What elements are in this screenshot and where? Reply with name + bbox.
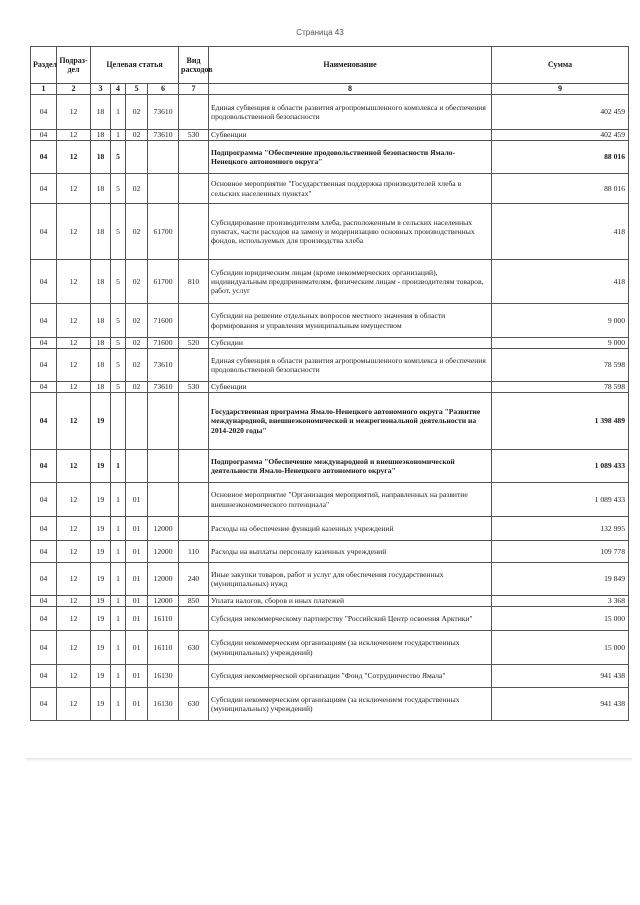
- table-row: [31, 260, 629, 304]
- table-body: [31, 95, 629, 721]
- cell-podrazdel: 12: [57, 665, 91, 688]
- cell-direction: [148, 450, 179, 483]
- cell-vid-rashodov: 630: [179, 631, 209, 665]
- cell-subprogram: 5: [111, 304, 126, 338]
- cell-razdel: 04: [31, 174, 57, 204]
- cell-razdel: 04: [31, 665, 57, 688]
- cell-direction: 71600: [148, 304, 179, 338]
- cell-event: 02: [126, 130, 148, 141]
- cell-summa: 78 598: [492, 349, 629, 382]
- cell-subprogram: 1: [111, 563, 126, 596]
- cell-razdel: 04: [31, 541, 57, 563]
- cell-direction: 73610: [148, 130, 179, 141]
- cell-vid-rashodov: [179, 607, 209, 631]
- cell-podrazdel: 12: [57, 483, 91, 517]
- budget-table: [30, 46, 629, 721]
- cell-naimenovanie: Субсидии юридическим лицам (кроме некоммерческих организаций), индивидуальным предпринимателям, физическим лицам - производителям товаров, работ, услуг: [209, 260, 492, 304]
- cell-direction: [148, 483, 179, 517]
- cell-direction: 73610: [148, 349, 179, 382]
- cell-razdel: 04: [31, 483, 57, 517]
- cell-direction: 16110: [148, 607, 179, 631]
- cell-razdel: 04: [31, 607, 57, 631]
- cell-event: 01: [126, 483, 148, 517]
- cell-program: 19: [91, 607, 111, 631]
- table-row: [31, 174, 629, 204]
- cell-razdel: 04: [31, 204, 57, 260]
- cell-subprogram: 5: [111, 141, 126, 174]
- cell-podrazdel: 12: [57, 541, 91, 563]
- cell-podrazdel: 12: [57, 260, 91, 304]
- cell-summa: 941 438: [492, 688, 629, 721]
- cell-naimenovanie: Субсидии некоммерческим организациям (за исключением государственных (муниципальных) учреждений): [209, 631, 492, 665]
- cell-podrazdel: 12: [57, 141, 91, 174]
- cell-direction: 16110: [148, 631, 179, 665]
- cell-razdel: 04: [31, 349, 57, 382]
- cell-direction: 73610: [148, 382, 179, 393]
- cell-event: 02: [126, 338, 148, 349]
- col-number: 6: [148, 84, 179, 95]
- table-row: [31, 665, 629, 688]
- cell-vid-rashodov: 240: [179, 563, 209, 596]
- cell-naimenovanie: Иные закупки товаров, работ и услуг для обеспечения государственных (муниципальных) нужд: [209, 563, 492, 596]
- cell-razdel: 04: [31, 631, 57, 665]
- cell-podrazdel: 12: [57, 130, 91, 141]
- cell-summa: 15 000: [492, 607, 629, 631]
- table-row: [31, 393, 629, 450]
- cell-subprogram: 1: [111, 517, 126, 541]
- cell-program: 19: [91, 393, 111, 450]
- cell-direction: 71600: [148, 338, 179, 349]
- cell-naimenovanie: Государственная программа Ямало-Ненецкого автономного округа "Развитие международной, внешнеэкономической и межрегиональной деятельности на 2014-2020 годы": [209, 393, 492, 450]
- cell-naimenovanie: Субсидии: [209, 338, 492, 349]
- cell-event: 01: [126, 631, 148, 665]
- cell-podrazdel: 12: [57, 95, 91, 130]
- cell-program: 18: [91, 141, 111, 174]
- page-number-label: Страница 43: [296, 28, 344, 37]
- column-number-row: [31, 84, 629, 95]
- cell-vid-rashodov: 810: [179, 260, 209, 304]
- table-row: [31, 450, 629, 483]
- cell-event: 01: [126, 596, 148, 607]
- header-podrazdel: Подраз- дел: [57, 47, 91, 84]
- cell-program: 19: [91, 517, 111, 541]
- cell-subprogram: [111, 393, 126, 450]
- cell-naimenovanie: Основное мероприятие "Государственная поддержка производителей хлеба в сельских населенных пунктах": [209, 174, 492, 204]
- cell-subprogram: 1: [111, 607, 126, 631]
- cell-vid-rashodov: 530: [179, 130, 209, 141]
- cell-program: 19: [91, 596, 111, 607]
- cell-subprogram: 1: [111, 95, 126, 130]
- header-celevaya-statya: Целевая статья: [91, 47, 179, 84]
- cell-vid-rashodov: [179, 450, 209, 483]
- cell-direction: 12000: [148, 596, 179, 607]
- cell-podrazdel: 12: [57, 517, 91, 541]
- cell-event: 02: [126, 174, 148, 204]
- cell-event: 01: [126, 688, 148, 721]
- cell-naimenovanie: Расходы на обеспечение функций казенных учреждений: [209, 517, 492, 541]
- cell-subprogram: 5: [111, 204, 126, 260]
- cell-event: [126, 393, 148, 450]
- cell-event: 01: [126, 541, 148, 563]
- scan-bottom-edge: [26, 758, 632, 762]
- col-number: 5: [126, 84, 148, 95]
- cell-podrazdel: 12: [57, 393, 91, 450]
- cell-summa: 1 398 489: [492, 393, 629, 450]
- table-row: [31, 338, 629, 349]
- cell-event: 02: [126, 204, 148, 260]
- cell-naimenovanie: Субсидии некоммерческим организациям (за исключением государственных (муниципальных) учреждений): [209, 688, 492, 721]
- cell-program: 19: [91, 541, 111, 563]
- cell-program: 18: [91, 382, 111, 393]
- table-row: [31, 688, 629, 721]
- cell-vid-rashodov: [179, 174, 209, 204]
- cell-podrazdel: 12: [57, 607, 91, 631]
- table-row: [31, 541, 629, 563]
- cell-direction: 61700: [148, 260, 179, 304]
- cell-direction: 73610: [148, 95, 179, 130]
- cell-podrazdel: 12: [57, 631, 91, 665]
- cell-direction: 16130: [148, 688, 179, 721]
- cell-event: 02: [126, 304, 148, 338]
- cell-summa: 3 368: [492, 596, 629, 607]
- cell-event: 02: [126, 95, 148, 130]
- cell-direction: 12000: [148, 563, 179, 596]
- table-row: [31, 130, 629, 141]
- cell-naimenovanie: Единая субвенция в области развития агропромышленного комплекса и обеспечения продовольственной безопасности: [209, 95, 492, 130]
- cell-vid-rashodov: [179, 304, 209, 338]
- cell-subprogram: 1: [111, 130, 126, 141]
- cell-summa: 132 995: [492, 517, 629, 541]
- cell-subprogram: 1: [111, 483, 126, 517]
- cell-razdel: 04: [31, 130, 57, 141]
- cell-summa: 109 778: [492, 541, 629, 563]
- cell-vid-rashodov: [179, 95, 209, 130]
- table-row: [31, 141, 629, 174]
- cell-vid-rashodov: [179, 349, 209, 382]
- cell-summa: 88 016: [492, 174, 629, 204]
- cell-event: 02: [126, 382, 148, 393]
- cell-event: [126, 141, 148, 174]
- cell-razdel: 04: [31, 450, 57, 483]
- cell-vid-rashodov: [179, 141, 209, 174]
- cell-naimenovanie: Подпрограмма "Обеспечение продовольственной безопасности Ямало-Ненецкого автономного округа": [209, 141, 492, 174]
- table-row: [31, 596, 629, 607]
- cell-event: 01: [126, 563, 148, 596]
- cell-vid-rashodov: [179, 517, 209, 541]
- cell-razdel: 04: [31, 688, 57, 721]
- cell-naimenovanie: Подпрограмма "Обеспечение международной и внешнеэкономической деятельности Ямало-Ненецкого автономного округа": [209, 450, 492, 483]
- table-header-row: [31, 47, 629, 84]
- cell-naimenovanie: Субсидии на решение отдельных вопросов местного значения в области формирования и управления муниципальным имуществом: [209, 304, 492, 338]
- cell-event: 01: [126, 665, 148, 688]
- cell-naimenovanie: Субсидия некоммерческому партнерству "Российский Центр освоения Арктики": [209, 607, 492, 631]
- cell-naimenovanie: Основное мероприятие "Организация мероприятий, направленных на развитие внешнеэкономического потенциала": [209, 483, 492, 517]
- cell-razdel: 04: [31, 304, 57, 338]
- cell-direction: 61700: [148, 204, 179, 260]
- table-row: [31, 349, 629, 382]
- cell-razdel: 04: [31, 141, 57, 174]
- cell-vid-rashodov: 530: [179, 382, 209, 393]
- cell-direction: [148, 141, 179, 174]
- table-row: [31, 204, 629, 260]
- header-naimenovanie: Наименование: [209, 47, 492, 84]
- cell-podrazdel: 12: [57, 688, 91, 721]
- cell-subprogram: 5: [111, 260, 126, 304]
- col-number: 8: [209, 84, 492, 95]
- cell-program: 18: [91, 304, 111, 338]
- cell-event: [126, 450, 148, 483]
- cell-direction: 12000: [148, 541, 179, 563]
- cell-podrazdel: 12: [57, 450, 91, 483]
- cell-naimenovanie: Субвенции: [209, 382, 492, 393]
- table-row: [31, 382, 629, 393]
- cell-program: 18: [91, 174, 111, 204]
- table-row: [31, 631, 629, 665]
- cell-summa: 19 849: [492, 563, 629, 596]
- cell-summa: 418: [492, 204, 629, 260]
- cell-program: 19: [91, 563, 111, 596]
- cell-razdel: 04: [31, 382, 57, 393]
- cell-subprogram: 1: [111, 450, 126, 483]
- col-number: 3: [91, 84, 111, 95]
- header-summa: Сумма: [492, 47, 629, 84]
- cell-program: 18: [91, 338, 111, 349]
- cell-summa: 402 459: [492, 95, 629, 130]
- cell-summa: 1 089 433: [492, 483, 629, 517]
- cell-program: 19: [91, 665, 111, 688]
- table-row: [31, 304, 629, 338]
- cell-vid-rashodov: 520: [179, 338, 209, 349]
- cell-program: 18: [91, 260, 111, 304]
- cell-subprogram: 1: [111, 631, 126, 665]
- cell-subprogram: 5: [111, 174, 126, 204]
- cell-direction: 16130: [148, 665, 179, 688]
- cell-summa: 418: [492, 260, 629, 304]
- cell-podrazdel: 12: [57, 174, 91, 204]
- cell-event: 02: [126, 349, 148, 382]
- cell-podrazdel: 12: [57, 596, 91, 607]
- col-number: 4: [111, 84, 126, 95]
- cell-program: 19: [91, 688, 111, 721]
- header-vid-rashodov: Вид расходов: [179, 47, 209, 84]
- table-row: [31, 95, 629, 130]
- cell-program: 18: [91, 204, 111, 260]
- cell-vid-rashodov: [179, 665, 209, 688]
- table-row: [31, 563, 629, 596]
- cell-razdel: 04: [31, 517, 57, 541]
- col-number: 2: [57, 84, 91, 95]
- cell-vid-rashodov: [179, 204, 209, 260]
- cell-razdel: 04: [31, 338, 57, 349]
- table-row: [31, 517, 629, 541]
- budget-table-sheet: [30, 46, 628, 721]
- cell-razdel: 04: [31, 596, 57, 607]
- cell-vid-rashodov: 630: [179, 688, 209, 721]
- cell-podrazdel: 12: [57, 204, 91, 260]
- cell-summa: 402 459: [492, 130, 629, 141]
- cell-direction: [148, 393, 179, 450]
- cell-event: 02: [126, 260, 148, 304]
- cell-vid-rashodov: 850: [179, 596, 209, 607]
- cell-razdel: 04: [31, 260, 57, 304]
- cell-subprogram: 5: [111, 382, 126, 393]
- cell-subprogram: 1: [111, 688, 126, 721]
- cell-subprogram: 1: [111, 541, 126, 563]
- cell-podrazdel: 12: [57, 349, 91, 382]
- cell-naimenovanie: Субсидирование производителям хлеба, расположенным в сельских населенных пунктах, части расходов на замену и модернизацию основных производственных фондов, используемых для производства хлеба: [209, 204, 492, 260]
- cell-summa: 88 016: [492, 141, 629, 174]
- cell-program: 18: [91, 95, 111, 130]
- cell-naimenovanie: Уплата налогов, сборов и иных платежей: [209, 596, 492, 607]
- cell-subprogram: 5: [111, 338, 126, 349]
- cell-naimenovanie: Единая субвенция в области развития агропромышленного комплекса и обеспечения продовольственной безопасности: [209, 349, 492, 382]
- cell-subprogram: 5: [111, 349, 126, 382]
- cell-razdel: 04: [31, 393, 57, 450]
- cell-podrazdel: 12: [57, 304, 91, 338]
- cell-direction: 12000: [148, 517, 179, 541]
- cell-summa: 9 000: [492, 338, 629, 349]
- cell-razdel: 04: [31, 95, 57, 130]
- cell-subprogram: 1: [111, 665, 126, 688]
- cell-vid-rashodov: [179, 393, 209, 450]
- cell-program: 18: [91, 130, 111, 141]
- cell-program: 19: [91, 483, 111, 517]
- cell-vid-rashodov: 110: [179, 541, 209, 563]
- cell-subprogram: 1: [111, 596, 126, 607]
- cell-podrazdel: 12: [57, 382, 91, 393]
- cell-program: 18: [91, 349, 111, 382]
- cell-summa: 9 000: [492, 304, 629, 338]
- cell-summa: 15 000: [492, 631, 629, 665]
- cell-summa: 78 598: [492, 382, 629, 393]
- header-razdel: Раздел: [31, 47, 57, 84]
- col-number: 7: [179, 84, 209, 95]
- cell-naimenovanie: Субвенции: [209, 130, 492, 141]
- cell-direction: [148, 174, 179, 204]
- cell-naimenovanie: Расходы на выплаты персоналу казенных учреждений: [209, 541, 492, 563]
- cell-summa: 1 089 433: [492, 450, 629, 483]
- cell-event: 01: [126, 517, 148, 541]
- cell-vid-rashodov: [179, 483, 209, 517]
- cell-event: 01: [126, 607, 148, 631]
- table-row: [31, 483, 629, 517]
- cell-podrazdel: 12: [57, 338, 91, 349]
- col-number: 1: [31, 84, 57, 95]
- cell-naimenovanie: Субсидия некоммерческой организации "Фонд "Сотрудничество Ямала": [209, 665, 492, 688]
- table-row: [31, 607, 629, 631]
- cell-program: 19: [91, 450, 111, 483]
- cell-summa: 941 438: [492, 665, 629, 688]
- cell-podrazdel: 12: [57, 563, 91, 596]
- cell-razdel: 04: [31, 563, 57, 596]
- cell-program: 19: [91, 631, 111, 665]
- col-number: 9: [492, 84, 629, 95]
